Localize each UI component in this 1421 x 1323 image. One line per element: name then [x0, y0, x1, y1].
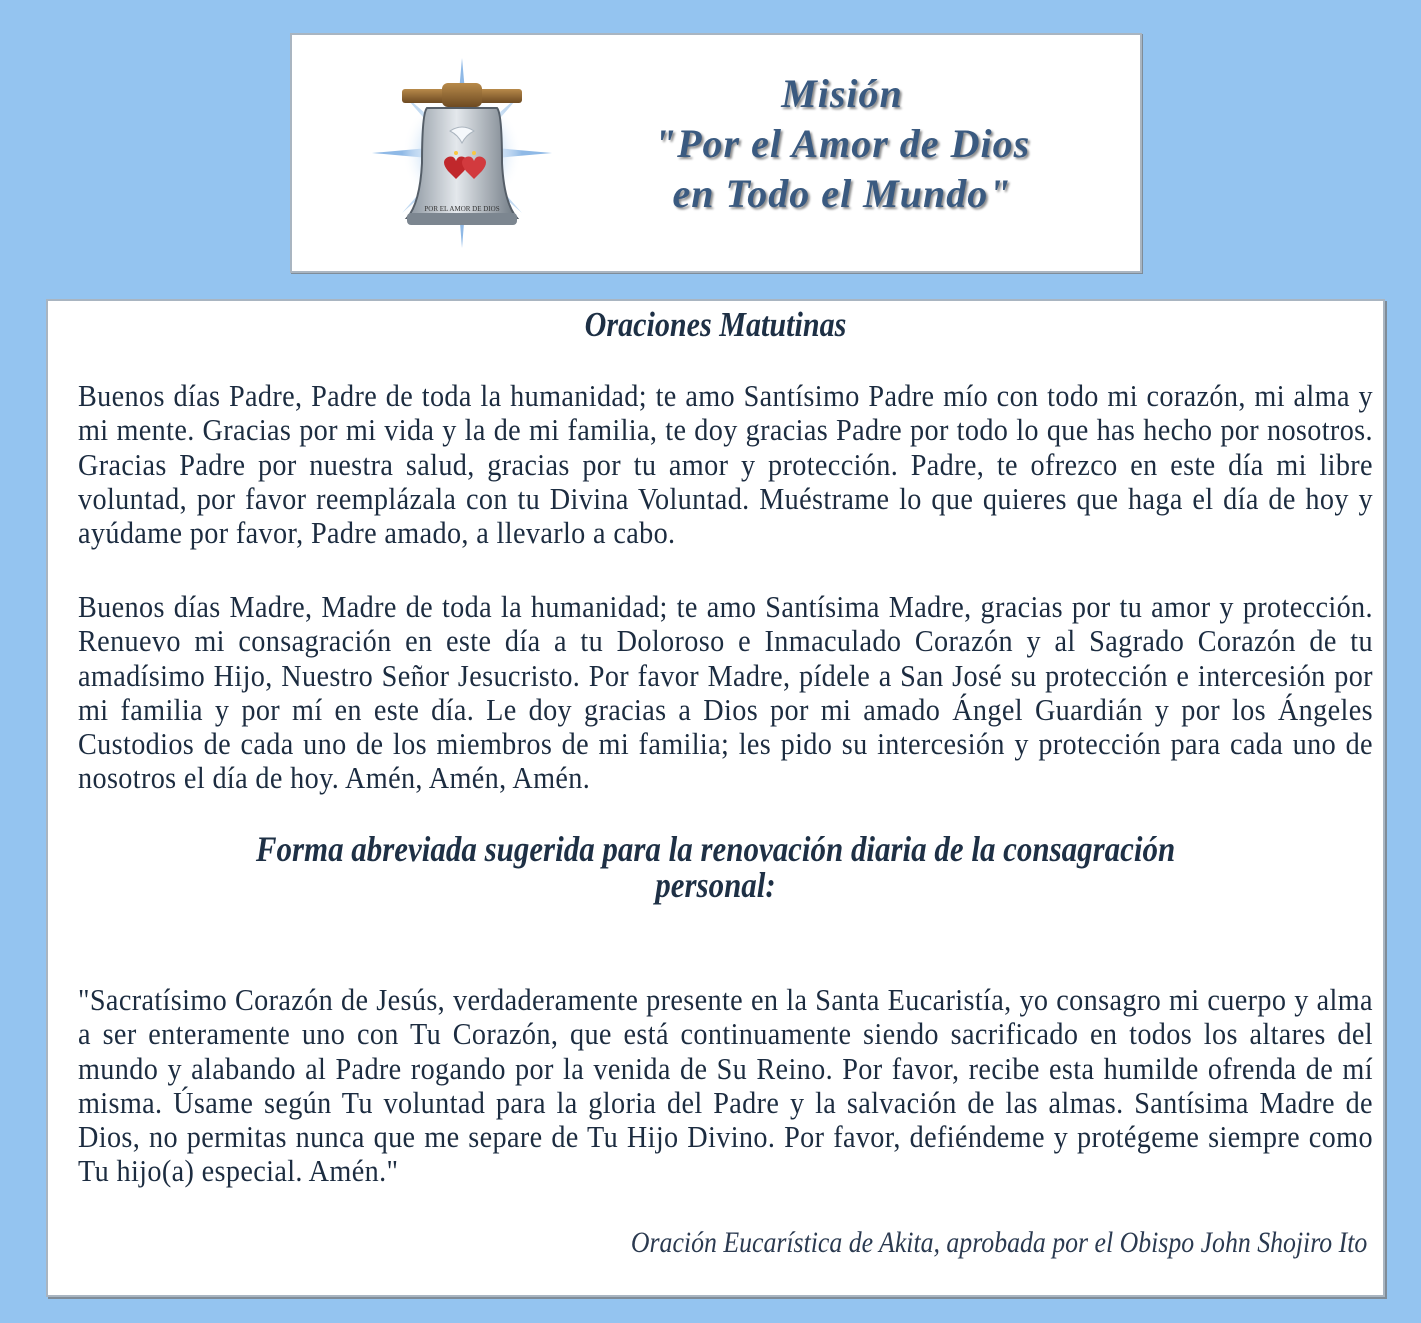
mission-title-line-1: Misión	[781, 71, 903, 116]
prayer-card	[46, 299, 1385, 1297]
prayer-citation: Oración Eucarística de Akita, aprobada por el Obispo John Shojiro Ito	[630, 1226, 1367, 1259]
consecration-title	[141, 831, 1289, 903]
consecration-title-line-1: Forma abreviada sugerida para la renovación diaria de la consagración	[255, 829, 1176, 869]
consecration-title-line-2: personal:	[655, 865, 776, 905]
header-banner	[290, 33, 1142, 273]
bell-inscription: POR EL AMOR DE DIOS	[424, 205, 500, 213]
prayer-to-father: Buenos días Padre, Padre de toda la humanidad; te amo Santísimo Padre mío con todo mi corazón, mi alma y mi mente. Gracias por mi vida y la de mi familia, te doy gracias Padre por todo lo que has hecho por nosotros. Gracias Padre por nuestra salud, gracias por tu amor y protección. Padre, te ofrezco en este día mi libre voluntad, por favor reemplázala con tu Divina Voluntad. Muéstrame lo que quieres que haga el día de hoy y ayúdame por favor, Padre amado, a llevarlo a cabo.	[78, 378, 1373, 551]
morning-prayers-title: Oraciones Matutinas	[584, 305, 847, 344]
mission-title-line-3: en Todo el Mundo"	[672, 171, 1012, 216]
consecration-prayer: "Sacratísimo Corazón de Jesús, verdaderamente presente en la Santa Eucaristía, yo consagro mi cuerpo y alma a ser enteramente uno con Tu Corazón, que está continuamente siendo sacrificado en todos los altares del mundo y alabando al Padre rogando por la venida de Su Reino. Por favor, recibe esta humilde ofrenda de mí misma. Úsame según Tu voluntad para la gloria del Padre y la salvación de las almas. Santísima Madre de Dios, no permitas nunca que me separe de Tu Hijo Divino. Por favor, defiéndeme y protégeme siempre como Tu hijo(a) especial. Amén."	[78, 982, 1373, 1189]
mission-title	[542, 69, 1142, 219]
mission-title-line-2: "Por el Amor de Dios	[653, 121, 1031, 166]
prayer-to-mother: Buenos días Madre, Madre de toda la humanidad; te amo Santísima Madre, gracias por tu amor y protección. Renuevo mi consagración en este día a tu Doloroso e Inmaculado Corazón y al Sagrado Corazón de tu amadísimo Hijo, Nuestro Señor Jesucristo. Por favor Madre, pídele a San José su protección e intercesión por mi familia y por mí en este día. Le doy gracias a Dios por mi amado Ángel Guardián y por los Ángeles Custodios de cada uno de los miembros de mi familia; les pido su intercesión y protección para cada uno de nosotros el día de hoy. Amén, Amén, Amén.	[78, 589, 1373, 796]
bell-logo-icon	[362, 53, 562, 253]
